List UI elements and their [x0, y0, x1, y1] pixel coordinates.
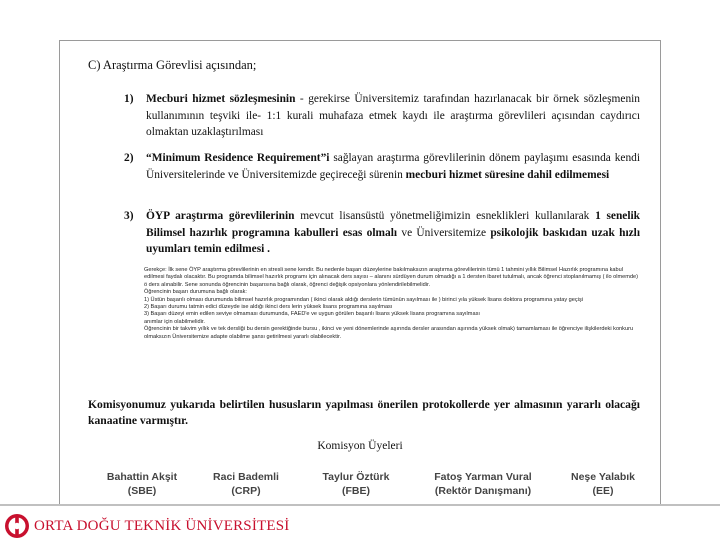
item-1-number: 1) [124, 93, 134, 105]
item-2-bold-lead: “Minimum Residence Requirement”i [146, 152, 330, 164]
member-4-name: Fatoş Yarman Vural [434, 471, 532, 483]
note-list-item-3: 3) Başarı düzeyi emin edilen seviye olmaması durumunda, FAED'e ve uygun görülen başarılı lisans yüksek lisans programına sayılması [144, 311, 480, 318]
item-2-rest: sağlayan araştırma görevlilerinin dönem paylaşımı esasında kendi Üniversitelerinde ve Üniversitemizde geçireceği sürenin [146, 152, 641, 181]
member-4 [418, 470, 548, 498]
member-1 [92, 470, 192, 498]
member-3-unit: (FBE) [342, 485, 370, 497]
item-1-rest: - gerekirse Üniversitemiz tarafından hazırlanacak bir örnek sözleşmenin kullanımının teşviki ile- 1:1 kurali muhafaza etmek kaydı ile araştırma görevlileri açısından caydırıcı olmaktan uzaklaştırılması [146, 93, 641, 138]
member-2-name: Raci Bademli [213, 471, 279, 483]
item-2 [124, 150, 640, 183]
member-3 [306, 470, 406, 498]
footer-bar [0, 506, 720, 540]
item-3-rest: mevcut lisansüstü yönetmeliğimizin esneklikleri kullanılarak [294, 210, 596, 222]
committee-members [92, 470, 652, 504]
item-3-number: 3) [124, 210, 134, 222]
member-4-unit: (Rektör Danışmanı) [434, 485, 532, 497]
item-2-bold-tail: mecburi hizmet süresine dahil edilmemesi [405, 168, 610, 181]
section-heading: C) Araştırma Görevlisi açısından; [88, 58, 257, 72]
note-list-item-2: 2) Başarı durumu tatmin edici düzeyde ise aldığı ikinci ders lerin yüksek lisans programına sayılması [144, 304, 393, 311]
conclusion-paragraph: Komisyonumuz yukarıda belirtilen hususların yapılması önerilen protokollerde yer almasının yararlı olacağı kanaatine varmıştır. [88, 398, 640, 427]
item-1 [124, 91, 640, 141]
note-intro: Gerekçe: İlk sene ÖYP araştırma görevlilerinin en stresli sene kendir. Bu nedenle başarı düzeylerine bakılmaksızın araştırma görevlilerinin tümü 1 tahmini yıllık Bilimsel Hazırlık programına kabul edilmesi faydalı olacaktır. Bu programda bilimsel hazırlık programı için alınacak ders sayısı – alanını sürdüyen durum olmadığı a 1 dersten ibaret tutulmalı, ancak öğrenci stoplanılmamış ( ilo olmemde) ö ders alınabilir. Sene sonunda öğrencinin başarısına bağlı olarak, öğrenci değişik opsiyonlara yönlendirilebilmelidir. [144, 267, 639, 288]
item-3-bold-tail: psikolojik baskıdan uzak hızlı uyumları temin edilmesi . [146, 226, 641, 255]
item-3-rest2: ve Üniversitemize [397, 226, 491, 239]
note-outro: Öğrencinin bir takvim yıllık ve tek dersliği bu dersin gerektiğinde bursu , ikinci ve yeni dönemlerinde aşırında dersler arasından aşırında yüksek olmak) tamamlaması ile öğrenciye ilişkilerdeki konkuru olmaksızın Üniversitemize adapte olabilme şansı getirilmesi yararlı olabilecektir. [144, 326, 634, 340]
item-1-bold-lead: Mecburi hizmet sözleşmesinin [146, 93, 296, 105]
item-3 [124, 208, 640, 258]
item-2-number: 2) [124, 152, 134, 164]
member-5 [554, 470, 652, 498]
note-list-item-1: 1) Üstün başarılı olması durumunda bilimsel hazırlık programından ( ikinci olarak aldığı derslerin tümünün sayılması ile ) birinci yıla yüksek lisans doktora programına yatay geçişi [144, 296, 583, 303]
item-3-text [146, 208, 640, 258]
item-2-text [146, 150, 640, 183]
rationale-note [144, 267, 640, 341]
member-5-unit: (EE) [592, 485, 614, 497]
member-1-unit: (SBE) [127, 485, 157, 497]
item-3-bold-lead: ÖYP araştırma görevlilerinin [146, 210, 295, 222]
member-3-name: Taylur Öztürk [322, 471, 390, 483]
member-5-name: Neşe Yalabık [570, 471, 636, 483]
note-line3: anımlar için olabilmelidir. [144, 318, 205, 325]
item-1-text [146, 91, 640, 141]
item-3-bold-mid: 1 senelik Bilimsel hazırlık programına kabulleri esas olmalı [146, 210, 641, 239]
university-logo-icon [4, 513, 30, 539]
committee-title: Komisyon Üyeleri [317, 440, 403, 452]
university-name: ORTA DOĞU TEKNİK ÜNİVERSİTESİ [34, 518, 290, 534]
member-2-unit: (CRP) [231, 485, 261, 497]
member-1-name: Bahattin Akşit [106, 471, 178, 483]
member-2 [196, 470, 296, 498]
note-line2: Öğrencinin başarı durumuna bağlı olarak: [144, 289, 247, 296]
